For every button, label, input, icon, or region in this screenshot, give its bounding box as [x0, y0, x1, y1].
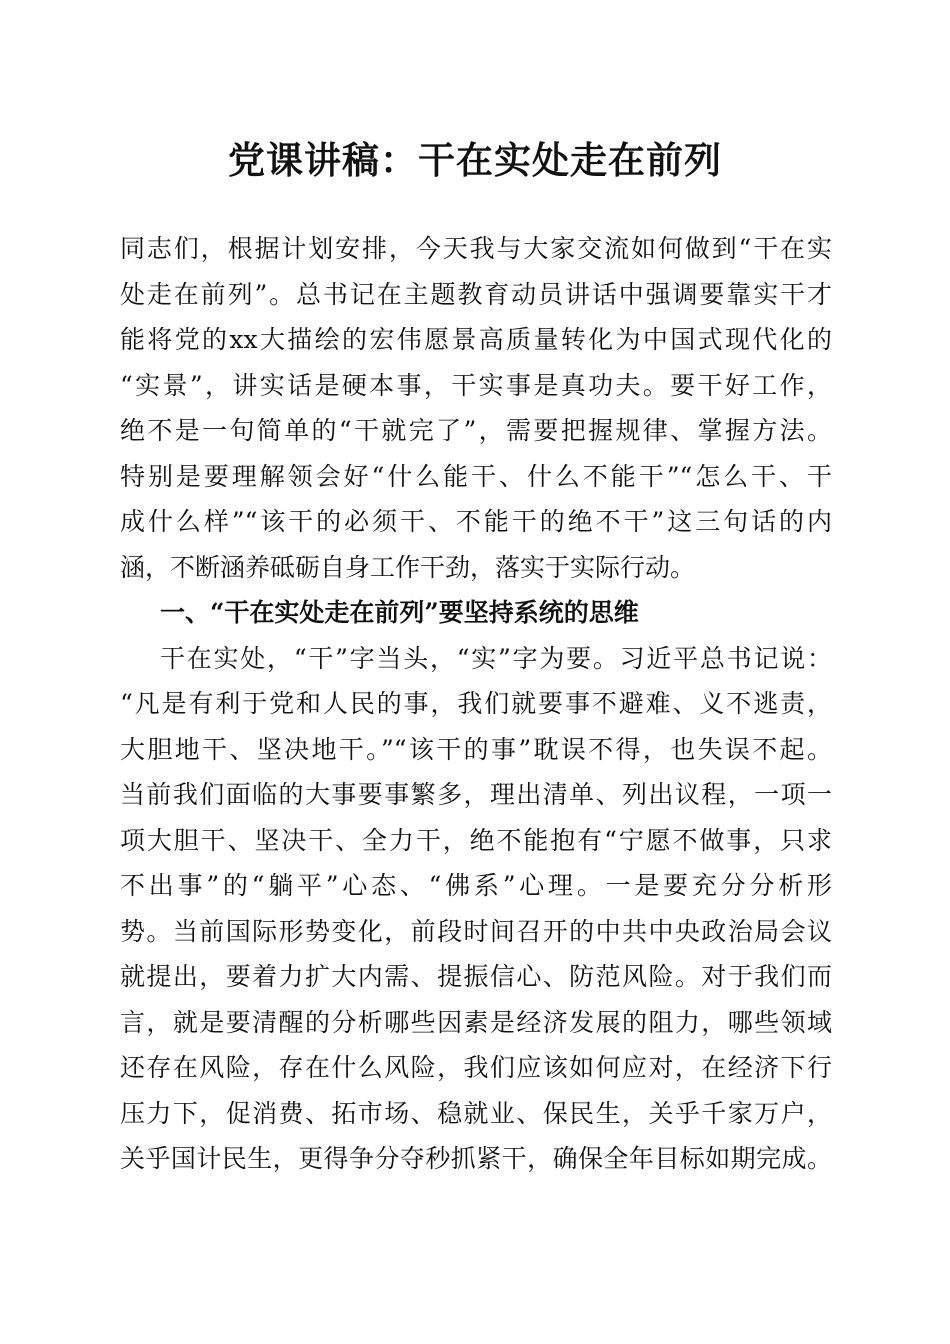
paragraph-2-line-2: “凡是有利于党和人民的事，我们就要事不避难、义不逃责， [120, 689, 832, 718]
paragraph-2-line-9: 言，就是要清醒的分析哪些因素是经济发展的阻力，哪些领域 [120, 1007, 832, 1037]
paragraph-2-line-11: 压力下，促消费、拓市场、稳就业、保民生，关乎千家万户， [120, 1098, 832, 1128]
paragraph-1-line-5: 绝不是一句简单的“干就完了”，需要把握规律、掌握方法。 [120, 416, 832, 445]
paragraph-2-line-10: 还存在风险，存在什么风险，我们应该如何应对，在经济下行 [120, 1053, 832, 1082]
document-body [120, 226, 832, 1182]
paragraph-2-line-12: 关乎国计民生，更得争分夺秒抓紧干，确保全年目标如期完成。 [120, 1144, 832, 1173]
paragraph-1-line-6: 特别是要理解领会好“什么能干、什么不能干”“怎么干、干 [120, 461, 832, 491]
paragraph-2-line-6: 不出事”的“躺平”心态、“佛系”心理。一是要充分分析形 [120, 871, 832, 900]
paragraph-2-line-5: 项大胆干、坚决干、全力干，绝不能抱有“宁愿不做事，只求 [120, 825, 832, 855]
paragraph-2-line-7: 势。当前国际形势变化，前段时间召开的中共中央政治局会议 [120, 916, 832, 946]
paragraph-1-line-8: 涵，不断涵养砥砺自身工作干劲，落实于实际行动。 [120, 552, 696, 582]
document-title: 党课讲稿：干在实处走在前列 [228, 138, 722, 182]
paragraph-2-line-8: 就提出，要着力扩大内需、提振信心、防范风险。对于我们而 [120, 962, 832, 991]
paragraph-2-line-4: 当前我们面临的大事要事繁多，理出清单、列出议程，一项一 [120, 780, 832, 809]
paragraph-2-line-1: 干在实处，“干”字当头，“实”字为要。习近平总书记说： [160, 643, 832, 673]
paragraph-2-line-3: 大胆地干、坚决地干。”“该干的事”耽误不得，也失误不起。 [120, 734, 832, 764]
paragraph-1-line-1: 同志们，根据计划安排，今天我与大家交流如何做到“干在实 [120, 234, 832, 263]
section-1-heading: 一、“干在实处走在前列”要坚持系统的思维 [160, 598, 639, 627]
paragraph-1-line-7: 成什么样”“该干的必须干、不能干的绝不干”这三句话的内 [120, 507, 832, 536]
paragraph-1-line-2: 处走在前列”。总书记在主题教育动员讲话中强调要靠实干才 [120, 279, 832, 309]
paragraph-1-line-3: 能将党的xx大描绘的宏伟愿景高质量转化为中国式现代化的 [120, 325, 832, 354]
paragraph-1-line-4: “实景”，讲实话是硬本事，干实事是真功夫。要干好工作， [120, 370, 832, 400]
